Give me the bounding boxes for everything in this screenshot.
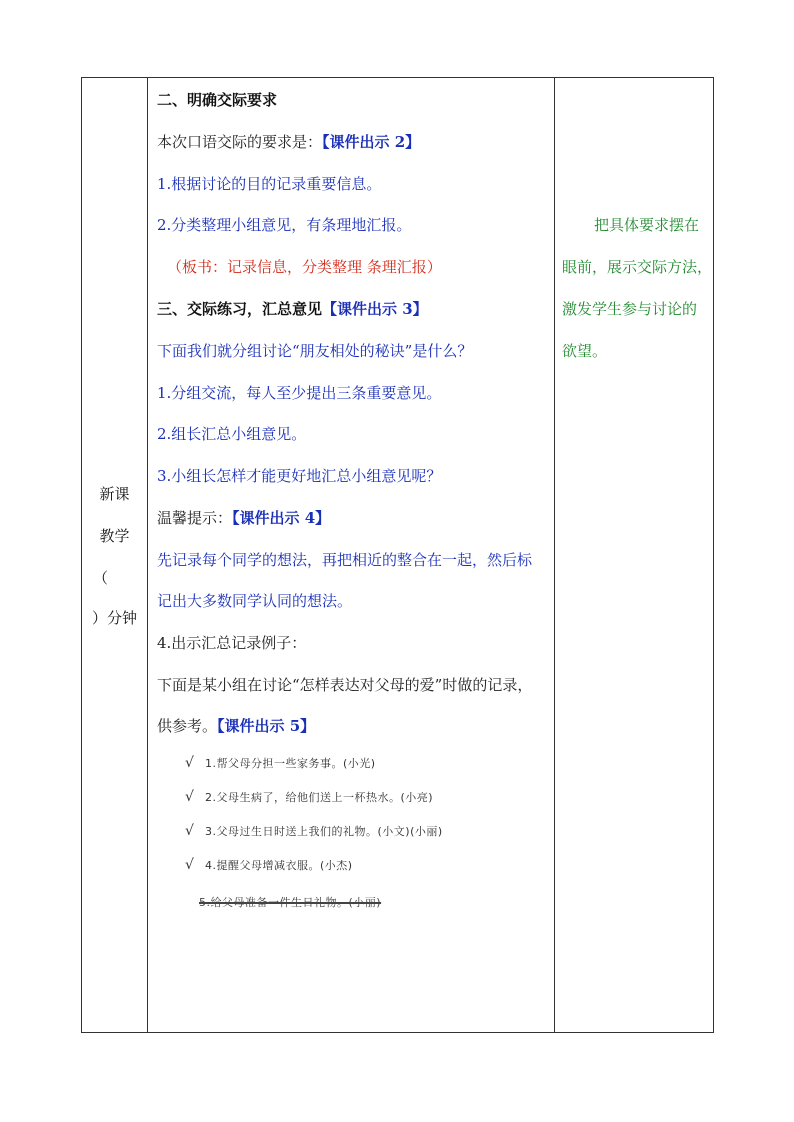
paragraph [157, 716, 315, 736]
record-text: 4.提醒父母增减衣服。(小杰) [205, 859, 353, 872]
courseware-ref: 【课件出示 4】 [232, 509, 331, 527]
record-text: 3.父母过生日时送上我们的礼物。(小文)(小丽) [205, 825, 443, 838]
check-icon: √ [185, 857, 195, 873]
paragraph [157, 132, 420, 152]
example-line2: 供参考。 [157, 717, 218, 735]
paragraph: 先记录每个同学的想法，再把相近的整合在一起，然后标 [157, 551, 533, 569]
list-item: 4.出示汇总记录例子： [157, 634, 307, 652]
courseware-ref: 【课件出示 2】 [322, 133, 421, 151]
stage-column [82, 78, 147, 1032]
struck-record-text: 5.给父母准备一件生日礼物。(小丽) [199, 896, 382, 909]
handwritten-record [185, 755, 376, 771]
list-item: 2.分类整理小组意见，有条理地汇报。 [157, 216, 412, 234]
stage-label: （ [92, 569, 108, 587]
check-icon: √ [185, 789, 195, 805]
record-text: 1.帮父母分担一些家务事。(小光) [205, 757, 376, 770]
tip-label: 温馨提示： [157, 509, 233, 527]
handwritten-record [185, 789, 433, 805]
check-icon: √ [185, 823, 195, 839]
list-item: 1.分组交流，每人至少提出三条重要意见。 [157, 384, 442, 402]
board-note: （板书：记录信息，分类整理 条理汇报） [167, 258, 442, 276]
lesson-table [81, 77, 714, 1033]
courseware-ref: 【课件出示 3】 [322, 300, 428, 318]
section-heading [157, 299, 428, 319]
section-heading: 二、明确交际要求 [157, 91, 278, 109]
stage-label: 新课 [99, 485, 130, 503]
handwritten-record [185, 823, 443, 839]
column-divider [554, 78, 555, 1032]
check-icon: √ [185, 755, 195, 771]
section-title: 三、交际练习，汇总意见 [157, 300, 323, 318]
stage-label: ）分钟 [91, 609, 137, 627]
handwritten-record [199, 894, 381, 910]
list-item: 2.组长汇总小组意见。 [157, 425, 307, 443]
paragraph: 下面是某小组在讨论“怎样表达对父母的爱”时做的记录， [157, 676, 533, 694]
intent-note: 眼前，展示交际方法， [562, 258, 713, 276]
list-item: 1.根据讨论的目的记录重要信息。 [157, 175, 382, 193]
paragraph: 下面我们就分组讨论“朋友相处的秘诀”是什么？ [157, 342, 473, 360]
column-divider [147, 78, 148, 1032]
intent-note: 把具体要求摆在 [594, 216, 700, 234]
intent-note: 欲望。 [562, 342, 608, 360]
handwritten-record [185, 857, 353, 873]
courseware-ref: 【课件出示 5】 [217, 717, 316, 735]
paragraph [157, 508, 330, 528]
req-intro: 本次口语交际的要求是： [157, 133, 323, 151]
paragraph: 记出大多数同学认同的想法。 [157, 592, 353, 610]
intent-note: 激发学生参与讨论的 [562, 300, 698, 318]
stage-label: 教学 [99, 527, 130, 545]
list-item: 3.小组长怎样才能更好地汇总小组意见呢？ [157, 467, 442, 485]
record-text: 2.父母生病了，给他们送上一杯热水。(小亮) [205, 791, 434, 804]
